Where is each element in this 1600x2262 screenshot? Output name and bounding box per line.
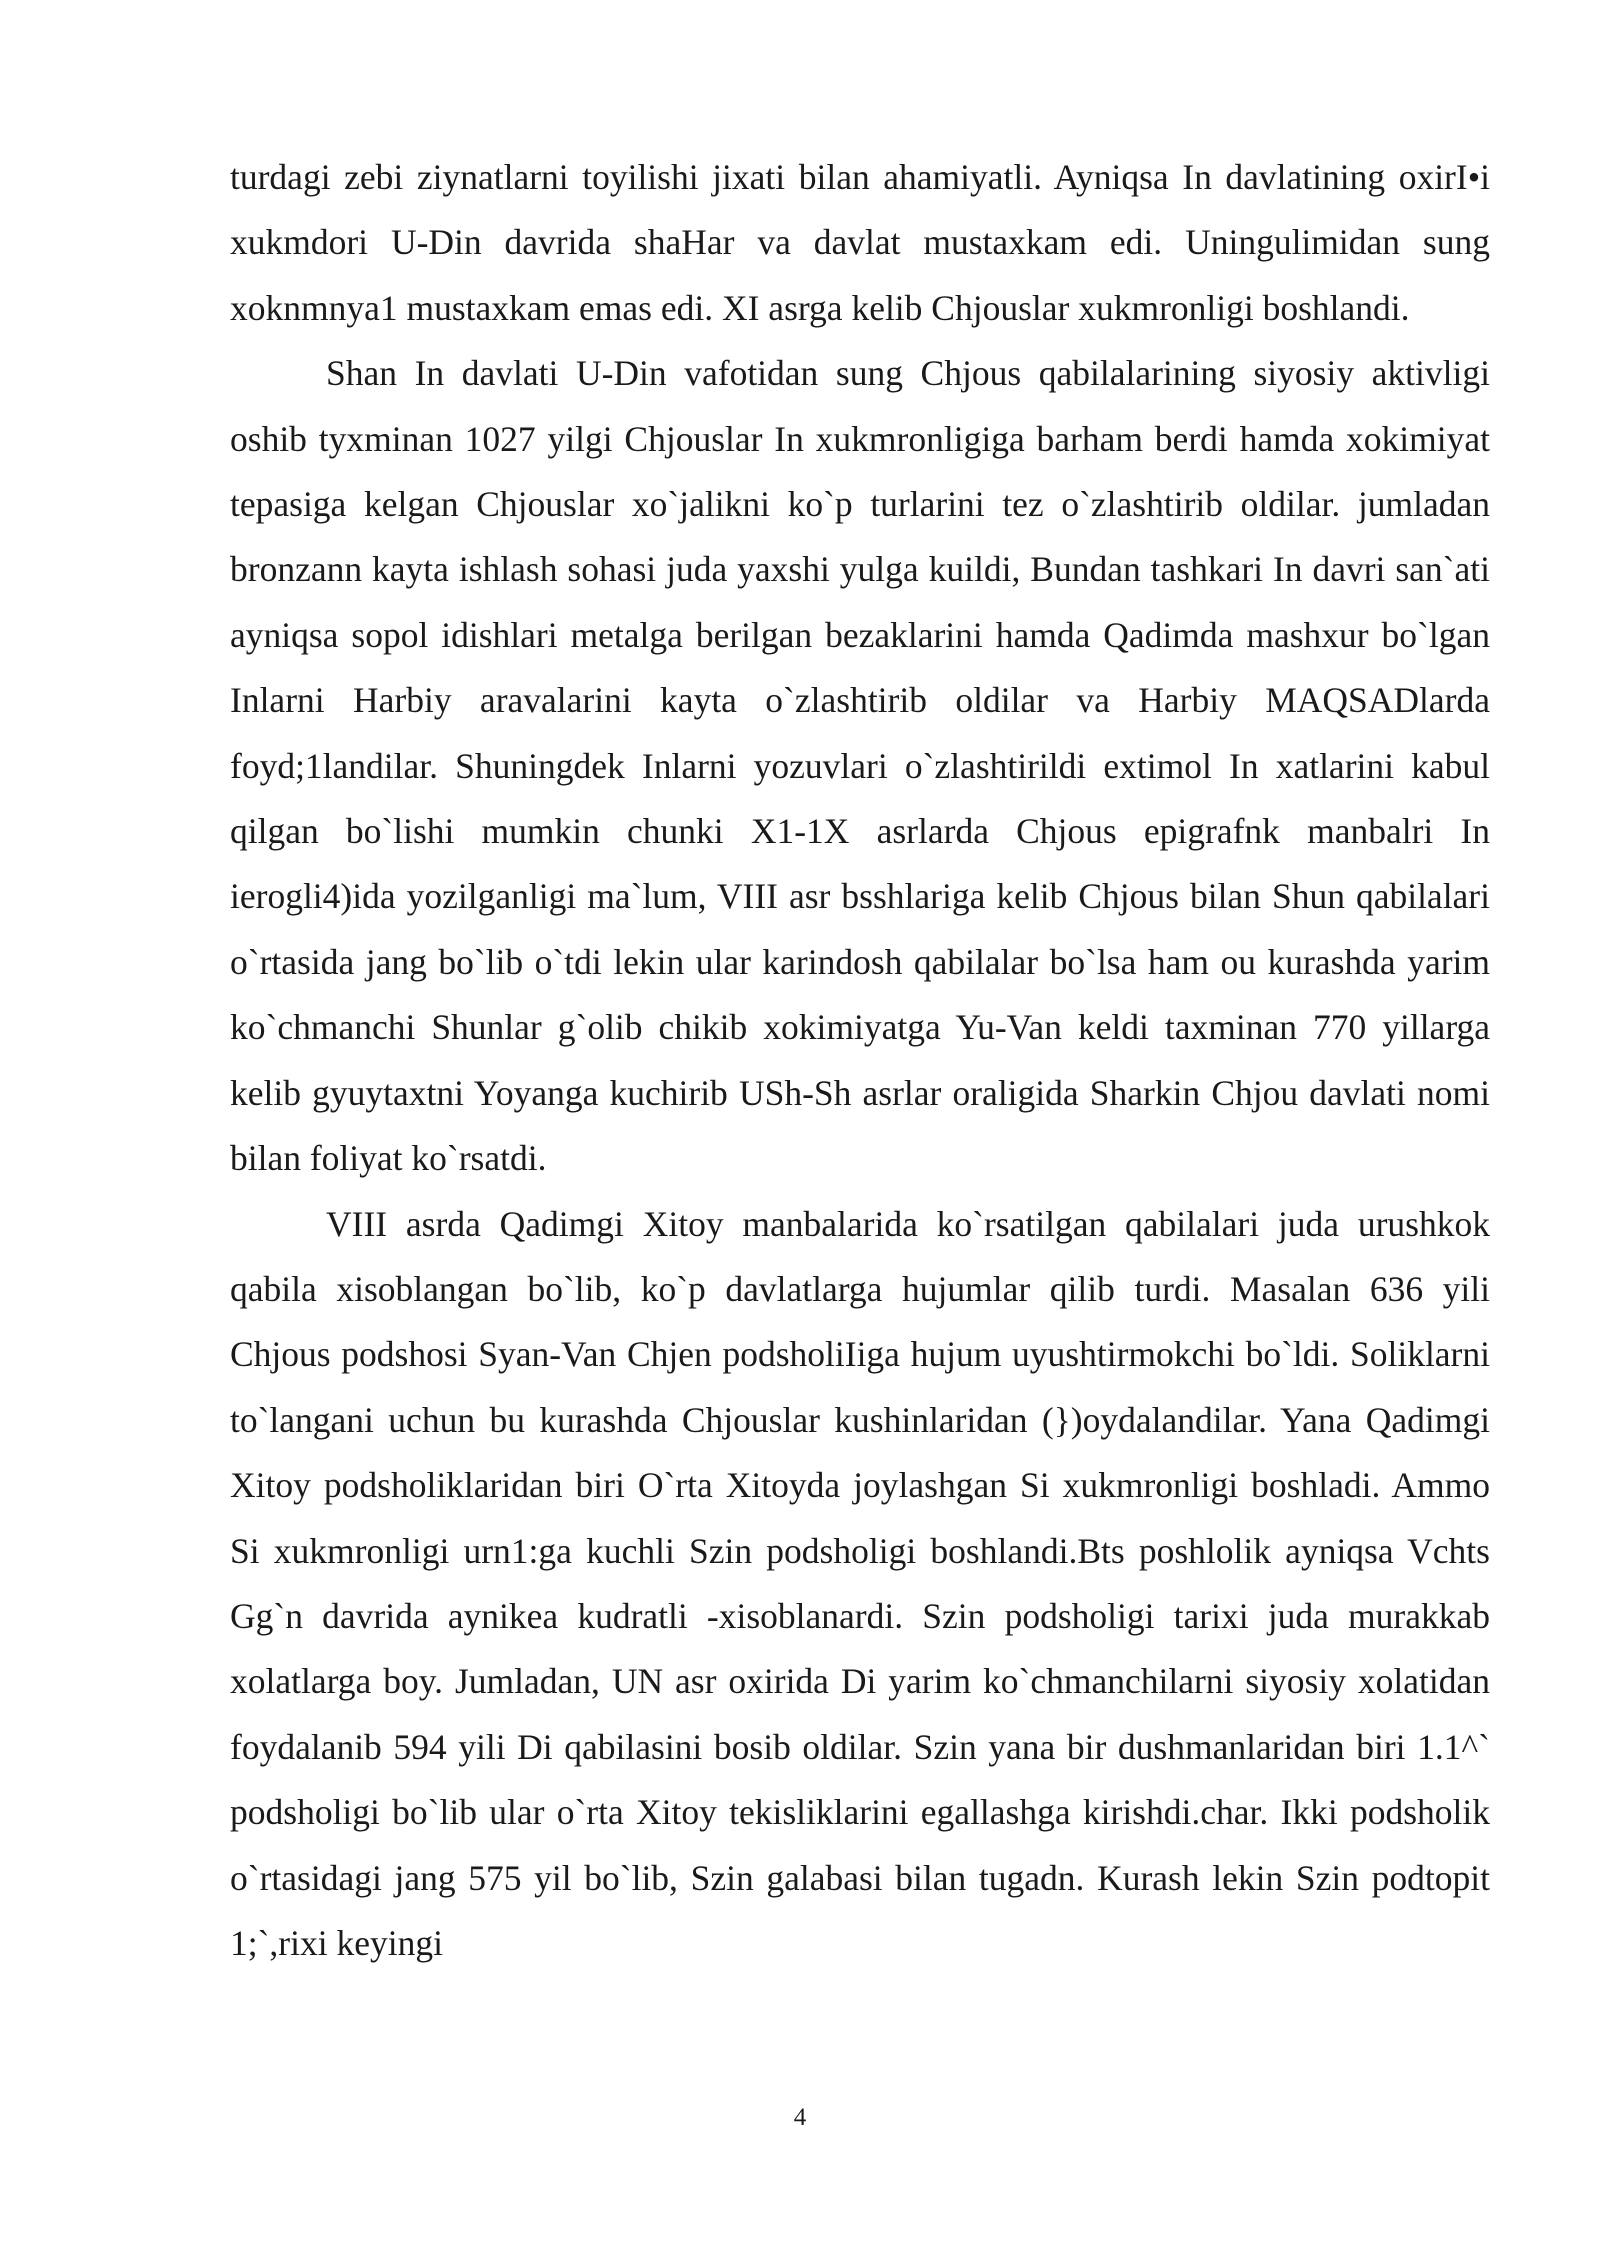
body-text bbox=[230, 145, 1490, 1976]
paragraph-szin-kingdom: VIII asrda Qadimgi Xitoy manbalarida ko`rsatilgan qabilalari juda urushkok qabila xisoblangan bo`lib, ko`p davlatlarga hujumlar qilib turdi. Masalan 636 yili Chjous podshosi Syan-Van Chjen podsholiIiga hujum uyushtirmokchi bo`ldi. Soliklarni to`langani uchun bu kurashda Chjouslar kushinlaridan (})oydalandilar. Yana Qadimgi Xitoy podsholiklaridan biri O`rta Xitoyda joylashgan Si xukmronligi boshladi. Ammo Si xukmronligi urn1:ga kuchli Szin podsholigi boshlandi.Bts poshlolik ayniqsa Vchts Gg`n davrida aynikea kudratli -xisoblanardi. Szin podsholigi tarixi juda murakkab xolatlarga boy. Jumladan, UN asr oxirida Di yarim ko`chmanchilarni siyosiy xolatidan foydalanib 594 yili Di qabilasini bosib oldilar. Szin yana bir dushmanlaridan biri 1.1^` podsholigi bo`lib ular o`rta Xitoy tekisliklarini egallashga kirishdi.char. Ikki podsholik o`rtasidagi jang 575 yil bo`lib, Szin galabasi bilan tugadn. Kurash lekin Szin podtopit 1;`,rixi keyingi bbox=[230, 1203, 1490, 1963]
page-number: 4 bbox=[793, 2104, 807, 2131]
paragraph-continuation: turdagi zebi ziynatlarni toyilishi jixati bilan ahamiyatli. Ayniqsa In davlatining oxirI•i xukmdori U-Din davrida shaHar va davlat mustaxkam edi. Uningulimidan sung xoknmnya1 mustaxkam emas edi. XI asrga kelib Chjouslar xukmronligi boshlandi. bbox=[230, 157, 1490, 328]
paragraph-chjou-rise: Shan In davlati U-Din vafotidan sung Chjous qabilalarining siyosiy aktivligi oshib tyxminan 1027 yilgi Chjouslar In xukmronligiga barham berdi hamda xokimiyat tepasiga kelgan Chjouslar xo`jalikni ko`p turlarini tez o`zlashtirib oldilar. jumladan bronzann kayta ishlash sohasi juda yaxshi yulga kuildi, Bundan tashkari In davri san`ati ayniqsa sopol idishlari metalga berilgan bezaklarini hamda Qadimda mashxur bo`lgan Inlarni Harbiy aravalarini kayta o`zlashtirib oldilar va Harbiy MAQSADlarda foyd;1landilar. Shuningdek Inlarni yozuvlari o`zlashtirildi extimol In xatlarini kabul qilgan bo`lishi mumkin chunki X1-1X asrlarda Chjous epigrafnk manbalri In ierogli4)ida yozilganligi ma`lum, VIII asr bsshlariga kelib Chjous bilan Shun qabilalari o`rtasida jang bo`lib o`tdi lekin ular karindosh qabilalar bo`lsa ham ou kurashda yarim ko`chmanchi Shunlar g`olib chikib xokimiyatga Yu-Van keldi taxminan 770 yillarga kelib gyuytaxtni Yoyanga kuchirib USh-Sh asrlar oraligida Sharkin Chjou davlati nomi bilan foliyat ko`rsatdi. bbox=[230, 353, 1490, 1179]
